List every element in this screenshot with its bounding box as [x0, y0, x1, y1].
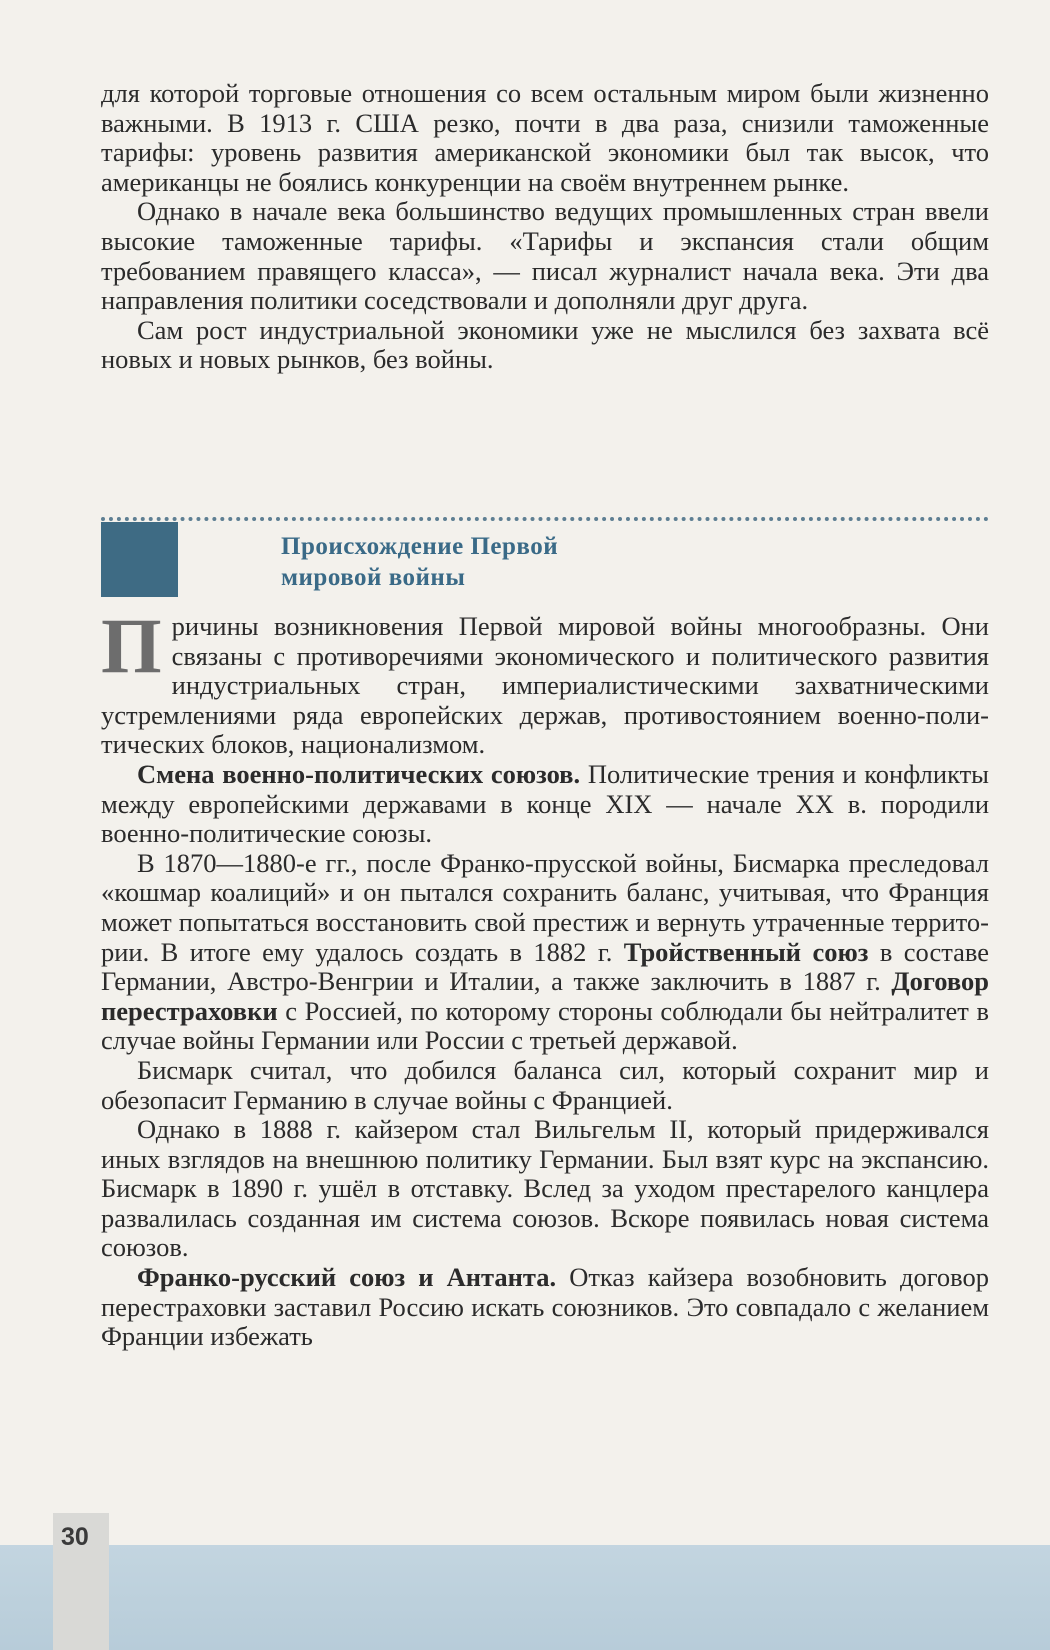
main-paragraph-2	[101, 760, 989, 849]
section-heading-line-1: Происхождение Первой	[281, 533, 559, 560]
main-paragraph-3	[101, 849, 989, 1056]
main-text	[101, 602, 989, 1352]
footer-band	[0, 1545, 1050, 1650]
section-divider	[101, 517, 989, 521]
intro-paragraph-1: для которой торговые отношения со всем остальным миром были жизненно важными. В 1913 г. США резко, почти в два раза, снизили таможенные тарифы: уровень развития американской экономики был так высок, что американцы не боялись конкуренции на своём внутреннем рынке.	[101, 78, 989, 197]
term-triple-alliance: Тройственный союз	[623, 936, 869, 967]
intro-text	[101, 79, 989, 375]
paragraph-2-text: Политические трения и конфликты между европейскими державами в конце XIX — начале XX в. породили военно-политические союзы.	[101, 758, 989, 849]
paragraph-3-text-b: в составе Германии, Австро-Венгрии и Италии, а также заключить в 1887 г.	[101, 936, 989, 997]
subheading-alliances: Смена военно-политических союзов.	[137, 758, 581, 789]
paragraph-6-text: Отказ кайзера возобновить договор перестраховки заставил Россию искать союзников. Это совпадало с желанием Франции избежать	[101, 1262, 989, 1352]
main-paragraph-5: Однако в 1888 г. кайзером стал Вильгельм II, который придерживался иных взглядов на внешнюю политику Германии. Был взят курс на экспансию. Бисмарк в 1890 г. ушёл в отставку. Вслед за уходом престарелого канцлера развалилась созданная им система союзов. Вскоре появилась новая система союзов.	[101, 1114, 989, 1263]
section-heading	[281, 531, 801, 593]
section-marker-square	[101, 522, 178, 597]
paragraph-3-text-a: В 1870—1880-е гг., после Франко-прусской войны, Бисмарка преследовал «кошмар коалиций» и он пытался сохранить баланс, учитывая, что Франция может попытаться восстановить свой престиж и вернуть утраченные территории. В итоге ему удалось создать в 1882 г.	[101, 847, 989, 967]
paragraph-3-text-c: с Россией, по которому стороны соблюдали бы нейтралитет в случае войны Германии или России с третьей державой.	[101, 995, 989, 1056]
intro-paragraph-3: Сам рост индустриальной экономики уже не мыслился без захвата всё новых и новых рынков, без войны.	[101, 314, 989, 375]
main-paragraph-6	[101, 1263, 989, 1352]
page-number: 30	[61, 1523, 89, 1551]
intro-paragraph-2: Однако в начале века большинство ведущих промышленных стран ввели высокие таможенные тарифы. «Тарифы и экспансия стали общим требованием правящего класса», — писал журналист начала века. Эти два направления политики соседствовали и дополняли друг друга.	[101, 196, 989, 316]
paragraph-1-text: ричины возникновения Первой мировой войны многообразны. Они связаны с противоречиями экономического и политического развития индустриальных стран, империалистическими захватническими устремлениями ряда европейских держав, противостоянием военно-политических блоков, национализмом.	[101, 611, 989, 760]
main-paragraph-4: Бисмарк считал, что добился баланса сил, который сохранит мир и обезопасит Германию в случае войны с Францией.	[101, 1054, 989, 1115]
subheading-entente: Франко-русский союз и Антанта.	[137, 1262, 557, 1293]
section-heading-line-2: мировой войны	[281, 564, 466, 591]
drop-cap: П	[101, 602, 162, 689]
term-reinsurance-treaty: Договор перестраховки	[101, 966, 989, 1026]
main-paragraph-1	[101, 602, 989, 760]
